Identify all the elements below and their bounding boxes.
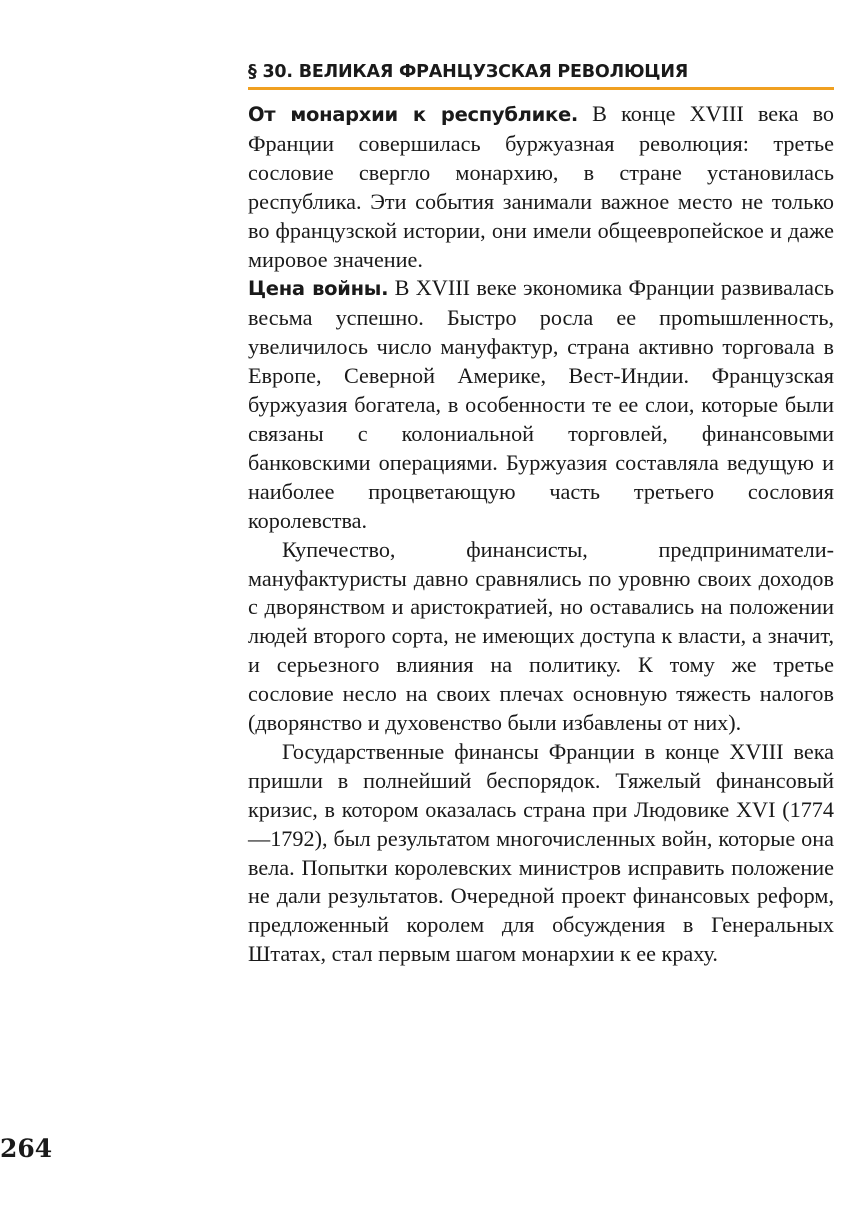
body-text <box>248 100 834 969</box>
paragraph-price-of-war <box>248 274 834 535</box>
paragraph-text: В XVIII веке экономика Франции развивалась весьма успешно. Быстро росла ее проmышленность, увеличилось число мануфактур, страна активно торговала в Европе, Северной Америке, Вест-Индии. Французская буржуазия богатела, в особенности те ее слои, которые были связаны с колониальной торговлей, финансовыми банковскими операциями. Буржуазия составляла ведущую и наиболее процветающую часть третьего сословия королевства. <box>248 275 834 533</box>
paragraph-text: Купечество, финансисты, предприниматели-мануфактуристы давно сравнялись по уровню своих доходов с дворянством и аристократией, но оставались на положении людей второго сорта, не имеющих доступа к власти, а значит, и серьезного влияния на политику. К тому же третье сословие несло на своих плечах основную тяжесть налогов (дворянство и духовенство были избавлены от них). <box>248 536 834 736</box>
paragraph-lead: От монархии к республике. <box>248 103 578 126</box>
section-header <box>248 60 834 90</box>
paragraph-state-finances <box>248 738 834 969</box>
page-number: 264 <box>0 1134 53 1163</box>
section-title: § 30. ВЕЛИКАЯ ФРАНЦУЗСКАЯ РЕВОЛЮЦИЯ <box>248 62 689 82</box>
paragraph-text: В конце XVIII века во Франции совершилась буржуазная революция: третье сословие свергло монархию, в стране установилась республика. Эти события занимали важное место не только во французской истории, они имели общеевропейское и даже мировое значение. <box>248 101 834 272</box>
paragraph-merchants <box>248 536 834 738</box>
paragraph-text: Государственные финансы Франции в конце XVIII века пришли в полнейший беспорядок. Тяжелый финансовый кризис, в котором оказалась страна при Людовике XVI (1774—1792), был результатом многочисленных войн, которые она вела. Попытки королевских министров исправить положение не дали результатов. Очередной проект финансовых реформ, предложенный королем для обсуждения в Генеральных Штатах, стал первым шагом монархии к ее краху. <box>248 738 834 967</box>
paragraph-lead: Цена войны. <box>248 277 389 301</box>
paragraph-monarchy-to-republic <box>248 100 834 274</box>
